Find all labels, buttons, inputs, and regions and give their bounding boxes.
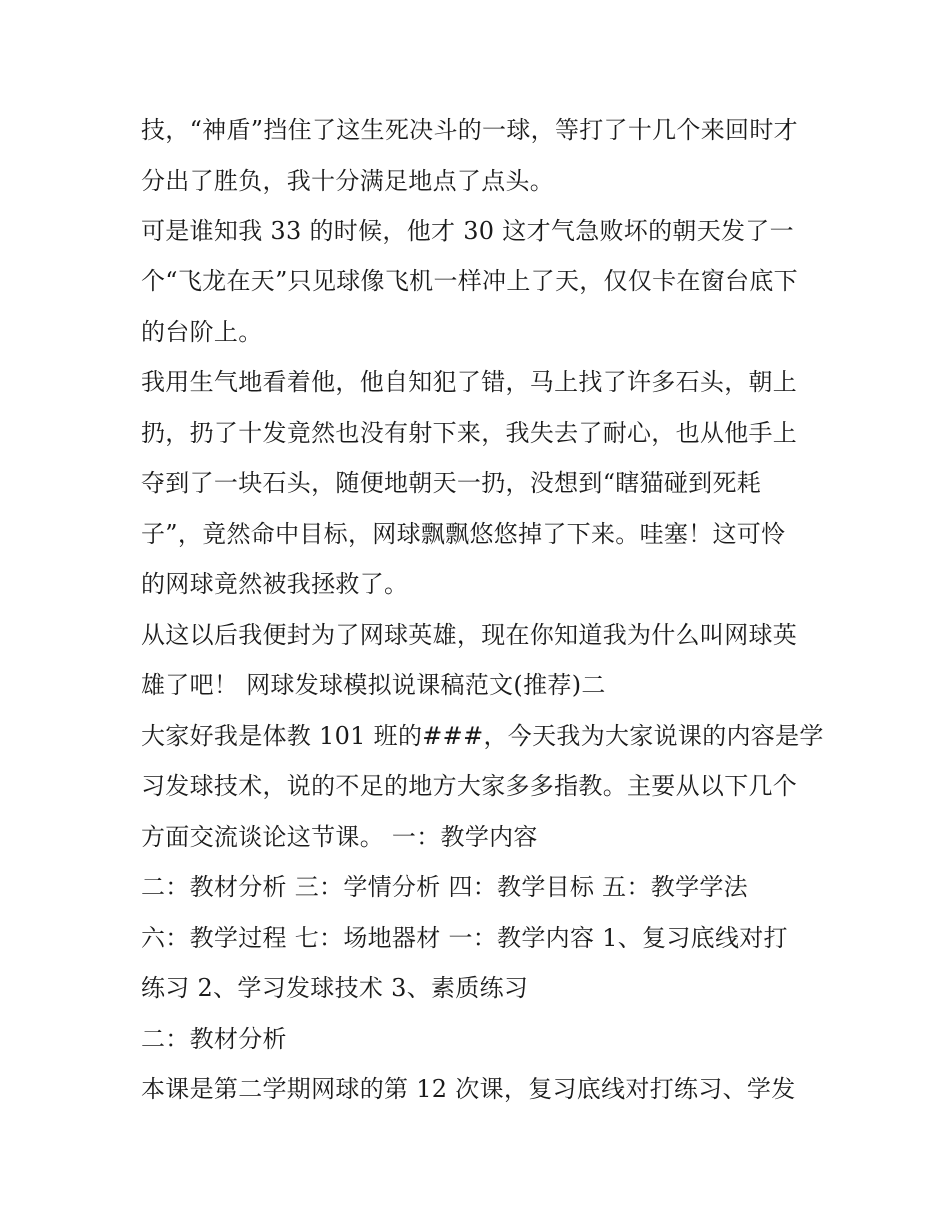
text-line: 分出了胜负，我十分满足地点了点头。 [141,167,555,195]
text-line: 可是谁知我 33 的时候，他才 30 这才气急败坏的朝天发了一 [141,217,794,245]
text-line: 技，“神盾”挡住了这生死决斗的一球，等打了十几个来回时才 [141,116,798,144]
text-line: 二：教材分析 三：学情分析 四：教学目标 五：教学学法 [141,873,748,901]
text-line: 的台阶上。 [141,318,263,346]
text-line: 二：教材分析 [141,1025,287,1053]
text-line: 扔，扔了十发竟然也没有射下来，我失去了耐心，也从他手上 [141,419,798,447]
text-line: 我用生气地看着他，他自知犯了错，马上找了许多石头，朝上 [141,368,798,396]
text-line: 练习 2、学习发球技术 3、素质练习 [141,974,529,1002]
text-line: 从这以后我便封为了网球英雄，现在你知道我为什么叫网球英 [141,621,798,649]
text-line: 本课是第二学期网球的第 12 次课，复习底线对打练习、学发 [141,1075,796,1103]
text-line: 子”，竟然命中目标，网球飘飘悠悠掉了下来。哇塞！这可怜 [141,520,786,548]
text-line: 个“飞龙在天”只见球像飞机一样冲上了天，仅仅卡在窗台底下 [141,267,798,295]
text-line: 大家好我是体教 101 班的###，今天我为大家说课的内容是学 [141,722,824,750]
text-line: 方面交流谈论这节课。 一：教学内容 [141,823,538,851]
text-line: 夺到了一块石头，随便地朝天一扔，没想到“瞎猫碰到死耗 [141,469,762,497]
text-line: 的网球竟然被我拯救了。 [141,570,409,598]
text-line: 雄了吧！ 网球发球模拟说课稿范文(推荐)二 [141,671,606,699]
text-line: 习发球技术，说的不足的地方大家多多指教。主要从以下几个 [141,772,798,800]
text-line: 六：教学过程 七：场地器材 一：教学内容 1、复习底线对打 [141,924,788,952]
